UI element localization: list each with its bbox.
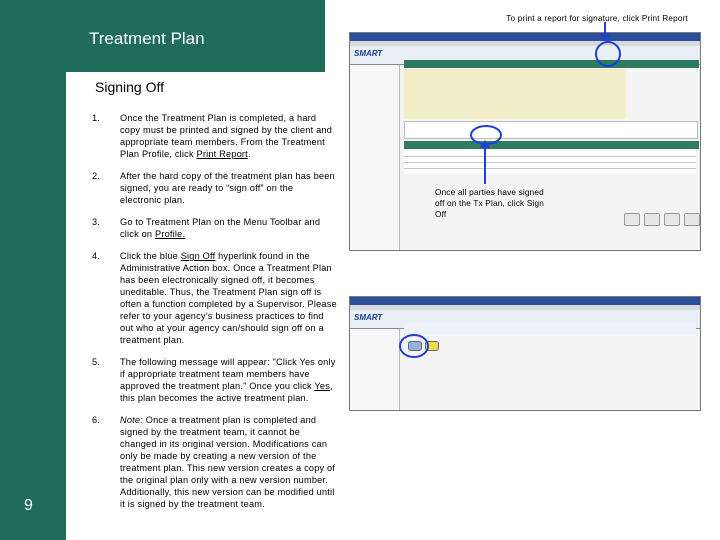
step-text-part: , this plan becomes the active treatment plan. [120, 381, 333, 403]
step-text [120, 356, 337, 404]
slide-title: Treatment Plan [89, 29, 205, 48]
step-number: 2. [92, 171, 101, 181]
admin-action-box [404, 121, 698, 139]
treatment-team-table [404, 150, 696, 174]
print-report-highlight [595, 41, 621, 67]
confirmation-message [404, 323, 696, 335]
section-title: Signing Off [95, 79, 165, 95]
step-text-part: Once the Treatment Plan is completed, a hard copy must be printed and signed by the client and appropriate team members. From the Treatment Plan Profile, click [120, 113, 333, 159]
step-5 [92, 356, 337, 404]
profile-header-band [404, 60, 699, 68]
table-row [404, 162, 696, 163]
step-text-part: hyperlink found in the Administrative Action box. Once a Treatment Plan has been electronically signed off, it becomes uneditable. Thus, the Treatment Plan sign off is often a function completed by a Supervisor. Please refer to your agency’s business practices to find out who at your agency can/should sign off on a treatment plan. [120, 251, 337, 345]
yes-link[interactable]: Yes [314, 381, 331, 391]
action-button[interactable] [684, 213, 700, 226]
action-buttons [624, 213, 700, 226]
left-nav-menu [350, 65, 400, 250]
profile-info-box [404, 69, 626, 119]
sign-off-callout: Once all parties have signed off on the Tx Plan, click Sign Off [435, 188, 545, 219]
step-text-part: Once a treatment plan is completed and signed by the treatment team, it cannot be changed in its original version. Modifications can only be made by creating a new version of the treatment plan. This new version creates a copy of the original plan only with a new version number. Additionally, this new version can be modified until it is signed by the treatment team. [120, 415, 336, 509]
step-2 [92, 170, 337, 206]
treatment-team-band [404, 141, 699, 149]
table-row [404, 156, 696, 157]
step-text-part: The following message will appear: "Click Yes only if appropriate treatment team members have approved the treatment plan." Once you click [120, 357, 336, 391]
window-titlebar [350, 297, 700, 305]
step-text-part: Click the blue [120, 251, 181, 261]
step-text-part: Go to Treatment Plan on the Menu Toolbar and click on [120, 217, 321, 239]
table-row [404, 168, 696, 169]
steps-list [92, 112, 337, 520]
step-text [120, 170, 337, 206]
step-number: 3. [92, 217, 101, 227]
step-text-part: . [247, 149, 251, 159]
step-number: 5. [92, 357, 101, 367]
left-nav-menu [350, 329, 400, 410]
action-button[interactable] [664, 213, 680, 226]
step-text [120, 414, 337, 510]
step-text [120, 216, 337, 240]
side-band [0, 72, 66, 540]
action-button[interactable] [624, 213, 640, 226]
smart-logo: SMART [354, 313, 383, 322]
note-label: Note: [120, 415, 143, 425]
step-6 [92, 414, 337, 510]
step-1 [92, 112, 337, 160]
arrow-icon [478, 140, 492, 186]
print-report-link[interactable]: Print Report [196, 149, 248, 159]
arrow-icon [598, 22, 612, 42]
step-3 [92, 216, 337, 240]
step-number: 1. [92, 113, 101, 123]
step-text [120, 112, 337, 160]
step-text [120, 250, 337, 346]
step-4 [92, 250, 337, 346]
step-text-part: After the hard copy of the treatment plan has been signed, you are ready to “sign off” on the electronic plan. [120, 171, 335, 205]
profile-link[interactable]: Profile. [155, 229, 186, 239]
step-number: 4. [92, 251, 101, 261]
smart-logo: SMART [354, 49, 383, 58]
page-number: 9 [24, 497, 33, 514]
step-number: 6. [92, 415, 101, 425]
window-titlebar [350, 33, 700, 41]
print-report-caption: To print a report for signature, click Print Report [506, 14, 688, 23]
action-button[interactable] [644, 213, 660, 226]
yes-highlight [399, 334, 429, 358]
sign-off-link[interactable]: Sign Off [180, 251, 216, 261]
